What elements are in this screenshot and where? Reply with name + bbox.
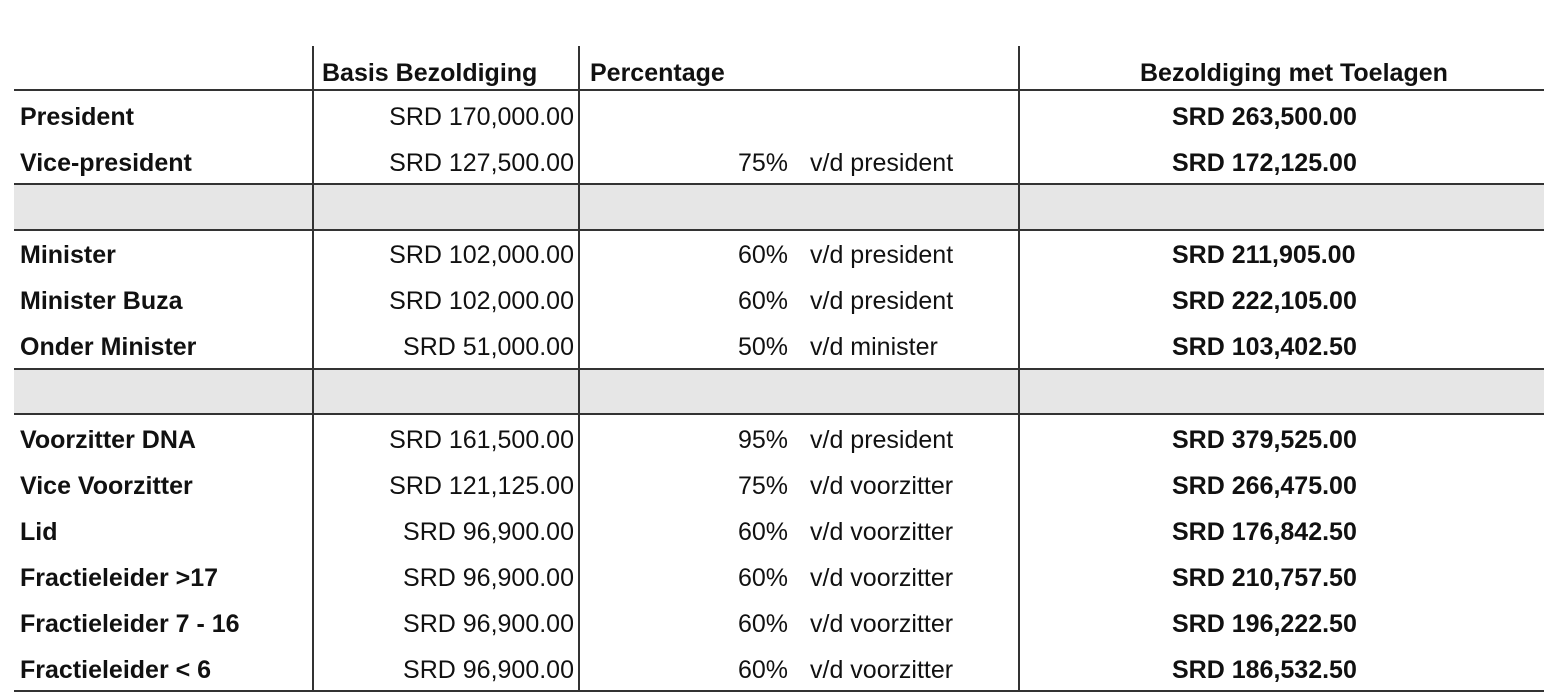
row-base-salary: SRD 96,900.00 bbox=[403, 610, 574, 638]
row-base-salary: SRD 170,000.00 bbox=[389, 103, 574, 131]
row-base-salary: SRD 96,900.00 bbox=[403, 564, 574, 592]
percentage-reference: v/d voorzitter bbox=[810, 656, 954, 684]
percentage-reference: v/d minister bbox=[810, 333, 938, 361]
row-name: Voorzitter DNA bbox=[20, 426, 196, 454]
row-total-salary: SRD 263,500.00 bbox=[1172, 103, 1357, 131]
percentage-reference: v/d voorzitter bbox=[810, 518, 954, 546]
row-total-salary: SRD 211,905.00 bbox=[1172, 241, 1356, 269]
table-row bbox=[0, 650, 1544, 690]
row-total-salary: SRD 103,402.50 bbox=[1172, 333, 1357, 361]
row-base-salary: SRD 96,900.00 bbox=[403, 656, 574, 684]
row-name: Lid bbox=[20, 518, 58, 546]
row-percentage bbox=[738, 512, 953, 552]
percentage-value: 50% bbox=[738, 333, 789, 361]
percentage-reference: v/d voorzitter bbox=[810, 564, 954, 592]
row-percentage bbox=[738, 327, 938, 367]
row-total-salary: SRD 379,525.00 bbox=[1172, 426, 1357, 454]
row-name: Minister Buza bbox=[20, 287, 183, 315]
row-percentage bbox=[738, 143, 953, 183]
group-rule-1-top bbox=[14, 183, 1544, 185]
row-percentage bbox=[738, 650, 953, 690]
row-name: Minister bbox=[20, 241, 116, 269]
row-percentage bbox=[738, 281, 953, 321]
percentage-value: 60% bbox=[738, 287, 789, 315]
table-row bbox=[0, 604, 1544, 644]
percentage-value: 95% bbox=[738, 426, 789, 454]
row-base-salary: SRD 51,000.00 bbox=[403, 333, 574, 361]
row-base-salary: SRD 161,500.00 bbox=[389, 426, 574, 454]
percentage-value: 60% bbox=[738, 518, 789, 546]
table-row bbox=[0, 512, 1544, 552]
table-row bbox=[0, 558, 1544, 598]
row-name: Vice Voorzitter bbox=[20, 472, 193, 500]
group-rule-2-bottom bbox=[14, 413, 1544, 415]
row-total-salary: SRD 176,842.50 bbox=[1172, 518, 1357, 546]
percentage-value: 60% bbox=[738, 241, 789, 269]
row-total-salary: SRD 222,105.00 bbox=[1172, 287, 1357, 315]
percentage-reference: v/d voorzitter bbox=[810, 610, 954, 638]
row-percentage bbox=[738, 235, 953, 275]
bottom-rule bbox=[14, 690, 1544, 692]
row-percentage bbox=[738, 604, 953, 644]
row-base-salary: SRD 102,000.00 bbox=[389, 241, 574, 269]
row-total-salary: SRD 172,125.00 bbox=[1172, 149, 1357, 177]
row-name: Onder Minister bbox=[20, 333, 197, 361]
percentage-reference: v/d president bbox=[810, 287, 954, 315]
row-name: Vice-president bbox=[20, 149, 192, 177]
table-row bbox=[0, 97, 1544, 137]
separator-band-2 bbox=[14, 369, 1544, 414]
header-rule bbox=[14, 89, 1544, 91]
table-row bbox=[0, 420, 1544, 460]
row-base-salary: SRD 127,500.00 bbox=[389, 149, 574, 177]
percentage-value: 60% bbox=[738, 564, 789, 592]
row-name: Fractieleider >17 bbox=[20, 564, 219, 592]
row-percentage bbox=[738, 97, 810, 137]
percentage-value: 60% bbox=[738, 610, 789, 638]
row-base-salary: SRD 102,000.00 bbox=[389, 287, 574, 315]
header-basis-bezoldiging: Basis Bezoldiging bbox=[322, 59, 538, 87]
table-row bbox=[0, 327, 1544, 367]
row-total-salary: SRD 266,475.00 bbox=[1172, 472, 1357, 500]
table-row bbox=[0, 466, 1544, 506]
row-base-salary: SRD 96,900.00 bbox=[403, 518, 574, 546]
row-percentage bbox=[738, 558, 953, 598]
header-percentage: Percentage bbox=[590, 59, 725, 87]
percentage-value: 60% bbox=[738, 656, 789, 684]
percentage-reference: v/d voorzitter bbox=[810, 472, 954, 500]
row-total-salary: SRD 210,757.50 bbox=[1172, 564, 1357, 592]
row-percentage bbox=[738, 420, 953, 460]
row-name: Fractieleider 7 - 16 bbox=[20, 610, 240, 638]
row-total-salary: SRD 196,222.50 bbox=[1172, 610, 1357, 638]
group-rule-1-bottom bbox=[14, 229, 1544, 231]
group-rule-2-top bbox=[14, 368, 1544, 370]
row-name: Fractieleider < 6 bbox=[20, 656, 212, 684]
row-name: President bbox=[20, 103, 134, 131]
percentage-value: 75% bbox=[738, 472, 789, 500]
row-total-salary: SRD 186,532.50 bbox=[1172, 656, 1357, 684]
row-percentage bbox=[738, 466, 953, 506]
table-row bbox=[0, 143, 1544, 183]
table-row bbox=[0, 235, 1544, 275]
percentage-reference: v/d president bbox=[810, 426, 954, 454]
percentage-reference: v/d president bbox=[810, 149, 954, 177]
header-bezoldiging-met-toelagen: Bezoldiging met Toelagen bbox=[1140, 59, 1448, 87]
separator-band-1 bbox=[14, 184, 1544, 230]
row-base-salary: SRD 121,125.00 bbox=[389, 472, 574, 500]
table-row bbox=[0, 281, 1544, 321]
percentage-value: 75% bbox=[738, 149, 789, 177]
percentage-reference: v/d president bbox=[810, 241, 954, 269]
